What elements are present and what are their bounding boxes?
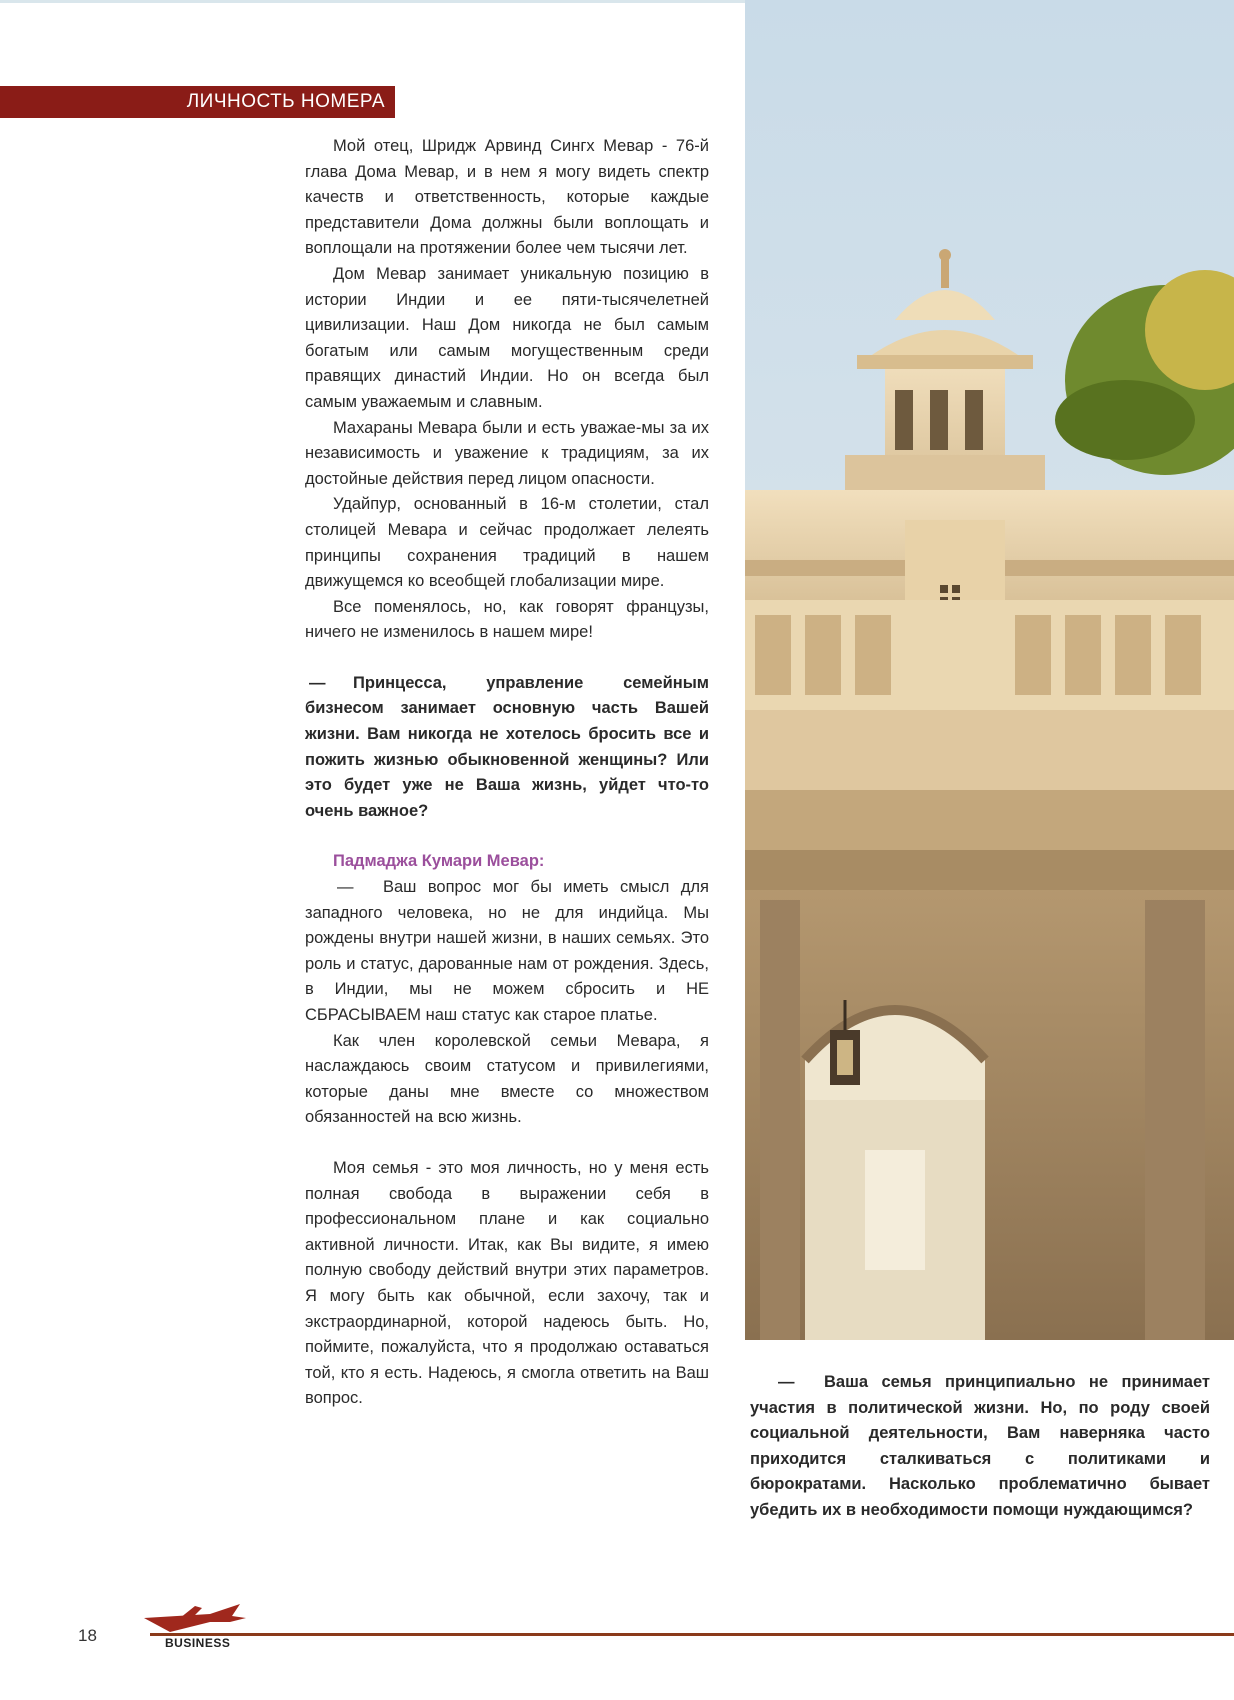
palace-photo: [745, 0, 1234, 1340]
question-dash: —: [309, 673, 326, 692]
answer-dash: —: [337, 878, 354, 897]
left-column: [305, 134, 709, 1412]
answer-paragraph-1: [305, 875, 709, 1029]
paragraph-5: Все поменялось, но, как говорят французы, ничего не изменилось в нашем мире!: [305, 597, 709, 642]
spacer: [305, 1131, 709, 1156]
palace-illustration: [745, 0, 1234, 1340]
paragraph-3: Махараны Мевара были и есть уважае-мы за их независимость и уважение к традициям, за их достойные действия перед лицом опасности.: [305, 418, 709, 488]
speaker-name: Падмаджа Кумари Мевар:: [333, 852, 545, 871]
section-title: ЛИЧНОСТЬ НОМЕРА: [186, 91, 385, 112]
right-question-text: Ваша семья принципиально не принимает участия в политической жизни. Но, по роду своей социальной деятельности, Вам наверняка часто приходится сталкиваться с политиками и бюрократами. Насколько проблематично бывает убедить их в необходимости помощи нуждающимся?: [750, 1373, 1210, 1519]
paragraph-1: Мой отец, Шридж Арвинд Сингх Мевар - 76-й глава Дома Мевар, и в нем я могу видеть спектр качеств и ответственность, которые каждые представители Дома должны были воплощать и воплощали на протяжении более чем тысячи лет.: [305, 137, 709, 258]
answer-paragraph-3: Моя семья - это моя личность, но у меня есть полная свобода в выражении себя в профессиональном плане и как социально активной личности. Итак, как Вы видите, я имею полную свободу действий внутри этих параметров. Я могу быть как обычной, если захочу, так и экстраординарной, которой надеюсь быть. Но, поймите, пожалуйста, что я продолжаю оставаться той, кто я есть. Надеюсь, я смогла ответить на Ваш вопрос.: [305, 1158, 709, 1408]
answer-text-1: Ваш вопрос мог бы иметь смысл для западного человека, но не для индийца. Мы рождены внутри нашей жизни, в наших семьях. Это роль и статус, дарованные нам от рождения. Здесь, в Индии, мы не можем сбросить и НЕ СБРАСЫВАЕМ наш статус как старое платье.: [305, 878, 709, 1024]
section-banner: [0, 86, 395, 118]
answer-paragraph-2: Как член королевской семьи Мевара, я наслаждаюсь своим статусом и привилегиями, которые даны мне вместе со множеством обязанностей на всю жизнь.: [305, 1031, 709, 1127]
interview-question: [305, 671, 709, 825]
top-rule: [0, 0, 745, 3]
right-column: [750, 1370, 1210, 1524]
footer-rule: [150, 1633, 1234, 1636]
paragraph-2: Дом Мевар занимает уникальную позицию в истории Индии и ее пяти-тысячелетней цивилизации. Наш Дом никогда не был самым богатым или самым могущественным среди правящих династий Индии. Но он всегда был самым уважаемым и славным.: [305, 264, 709, 411]
paragraph-4: Удайпур, основанный в 16-м столетии, стал столицей Мевара и сейчас продолжает лелеять принципы сохранения традиций в нашем движущемся ко всеобщей глобализации мире.: [305, 495, 709, 591]
logo-text: BUSINESS: [165, 1636, 231, 1650]
page-number: 18: [78, 1626, 97, 1645]
spacer: [305, 646, 709, 671]
right-question: [750, 1370, 1210, 1524]
spacer: [305, 824, 709, 849]
question-text: Принцесса, управление семейным бизнесом занимает основную часть Вашей жизни. Вам никогда не хотелось бросить все и пожить жизнью обыкновенной женщины? Или это будет уже не Ваша жизнь, уйдет что-то очень важное?: [305, 673, 709, 820]
right-question-dash: —: [778, 1373, 795, 1391]
